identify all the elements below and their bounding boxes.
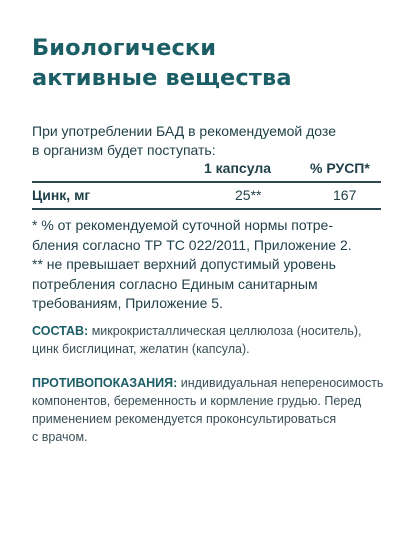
composition-line-2: цинк бисглицинат, желатин (капсула).	[32, 342, 250, 356]
composition-line-1	[32, 322, 392, 340]
nutrient-table-header	[32, 160, 382, 181]
footnote-line-4: потребления согласно Единым санитарным	[32, 275, 318, 292]
nutrient-rusp-value: 167	[333, 187, 357, 203]
footnotes	[32, 216, 384, 314]
intro-line-2: в организм будет поступать:	[32, 142, 216, 158]
contraindications-section	[32, 374, 392, 446]
nutrient-name: Цинк, мг	[32, 187, 91, 203]
title-line-2: активные вещества	[32, 65, 292, 91]
contraindications-line-4: с врачом.	[32, 430, 88, 444]
title-line-1: Биологически	[32, 35, 217, 61]
table-row	[32, 187, 382, 207]
contraindications-label: ПРОТИВОПОКАЗАНИЯ:	[32, 376, 178, 390]
footnote-line-2: бления согласно ТР ТС 022/2011, Приложение 2.	[32, 236, 352, 253]
intro-line-1: При употреблении БАД в рекомендуемой дозе	[32, 123, 336, 139]
page-title	[32, 33, 392, 93]
footnote-line-3: ** не превышает верхний допустимый уровень	[32, 256, 336, 272]
contraindications-line-3: применением рекомендуется проконсультироваться	[32, 412, 337, 426]
composition-text-1: микрокристаллическая целлюлоза (носитель),	[88, 324, 362, 338]
footnote-line-5: требованиям, Приложение 5.	[32, 295, 223, 311]
intro-text	[32, 122, 382, 160]
composition-label: СОСТАВ:	[32, 324, 89, 338]
contraindications-text-1: индивидуальная непереносимость	[177, 376, 384, 390]
table-divider-bottom	[32, 208, 381, 210]
column-header-rusp: % РУСП*	[310, 160, 370, 176]
composition-section	[32, 322, 392, 358]
table-divider-top	[32, 181, 381, 183]
nutrient-capsule-value: 25**	[235, 187, 262, 203]
footnote-line-1: * % от рекомендуемой суточной нормы потре-	[32, 217, 333, 233]
contraindications-line-2: компонентов, беременность и кормление грудью. Перед	[32, 394, 362, 408]
contraindications-line-1	[32, 374, 392, 392]
column-header-capsule: 1 капсула	[204, 160, 271, 176]
